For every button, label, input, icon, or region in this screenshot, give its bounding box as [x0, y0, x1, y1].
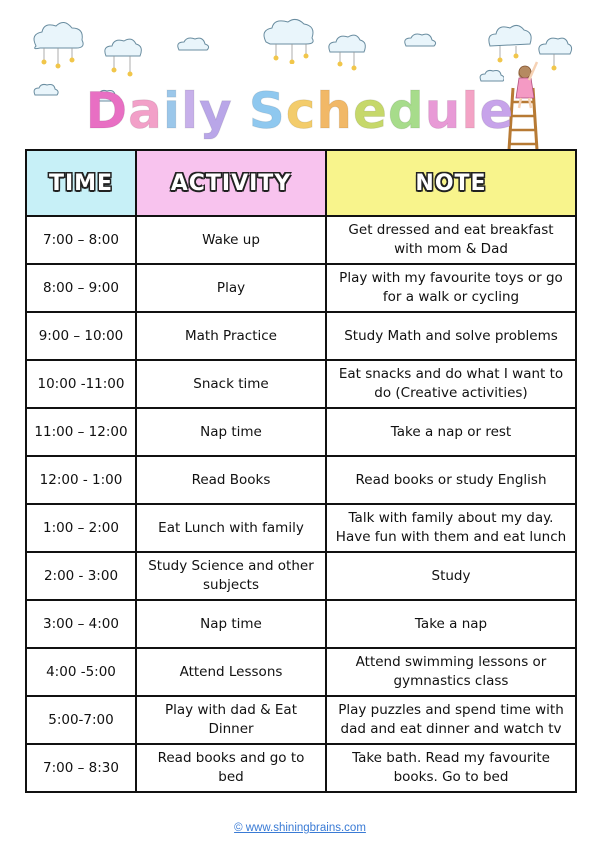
- cell-time: 7:00 – 8:00: [26, 216, 136, 264]
- title-letter: y: [199, 82, 233, 140]
- title-letter: e: [479, 82, 515, 140]
- title-letter: d: [387, 82, 425, 140]
- table-row: [26, 408, 576, 456]
- cell-activity: Play with dad & Eat Dinner: [136, 696, 326, 744]
- header-decoration: [0, 0, 600, 150]
- table-row: [26, 216, 576, 264]
- table-row: [26, 648, 576, 696]
- cell-note: Study: [326, 552, 576, 600]
- table-row: [26, 600, 576, 648]
- cell-activity: Eat Lunch with family: [136, 504, 326, 552]
- title-letter: l: [181, 82, 200, 140]
- table-header-row: [26, 150, 576, 216]
- cell-activity: Nap time: [136, 600, 326, 648]
- header-note: NOTE: [326, 150, 576, 216]
- page-title: [0, 78, 600, 144]
- cell-time: 2:00 - 3:00: [26, 552, 136, 600]
- cloud-icon: [402, 30, 438, 50]
- cell-time: 9:00 – 10:00: [26, 312, 136, 360]
- title-letter: u: [424, 82, 462, 140]
- cell-activity: Math Practice: [136, 312, 326, 360]
- cloud-icon: [258, 16, 318, 64]
- cell-note: Eat snacks and do what I want to do (Creative activities): [326, 360, 576, 408]
- cell-time: 1:00 – 2:00: [26, 504, 136, 552]
- cell-note: Take a nap or rest: [326, 408, 576, 456]
- table-row: [26, 552, 576, 600]
- cell-time: 5:00-7:00: [26, 696, 136, 744]
- cell-activity: Study Science and other subjects: [136, 552, 326, 600]
- table-row: [26, 696, 576, 744]
- cloud-icon: [175, 34, 211, 54]
- cell-time: 7:00 – 8:30: [26, 744, 136, 792]
- table-row: [26, 504, 576, 552]
- cell-time: 10:00 -11:00: [26, 360, 136, 408]
- cell-note: Take bath. Read my favourite books. Go to bed: [326, 744, 576, 792]
- cell-activity: Nap time: [136, 408, 326, 456]
- cell-note: Play puzzles and spend time with dad and eat dinner and watch tv: [326, 696, 576, 744]
- title-letter: D: [85, 82, 129, 140]
- cloud-icon: [28, 18, 88, 70]
- cell-note: Talk with family about my day. Have fun with them and eat lunch: [326, 504, 576, 552]
- title-letter: c: [285, 82, 317, 140]
- cell-time: 4:00 -5:00: [26, 648, 136, 696]
- cell-note: Study Math and solve problems: [326, 312, 576, 360]
- header-activity: ACTIVITY: [136, 150, 326, 216]
- title-letter: i: [162, 82, 181, 140]
- cell-note: Read books or study English: [326, 456, 576, 504]
- cell-activity: Attend Lessons: [136, 648, 326, 696]
- title-letter: e: [353, 82, 388, 140]
- cell-time: 3:00 – 4:00: [26, 600, 136, 648]
- cell-activity: Snack time: [136, 360, 326, 408]
- table-row: [26, 264, 576, 312]
- cell-note: Get dressed and eat breakfast with mom & Dad: [326, 216, 576, 264]
- title-letter: h: [316, 82, 353, 140]
- cell-activity: Wake up: [136, 216, 326, 264]
- title-letter: l: [461, 82, 480, 140]
- table-row: [26, 456, 576, 504]
- table-row: [26, 360, 576, 408]
- title-letter: S: [248, 82, 286, 140]
- cell-activity: Read Books: [136, 456, 326, 504]
- cell-activity: Play: [136, 264, 326, 312]
- header-time: TIME: [26, 150, 136, 216]
- cell-time: 11:00 – 12:00: [26, 408, 136, 456]
- table-row: [26, 744, 576, 792]
- cloud-icon: [326, 30, 368, 72]
- cell-time: 12:00 - 1:00: [26, 456, 136, 504]
- cloud-icon: [100, 34, 146, 78]
- title-letter: a: [128, 82, 163, 140]
- schedule-table: [25, 149, 577, 793]
- cell-note: Attend swimming lessons or gymnastics class: [326, 648, 576, 696]
- footer-link[interactable]: © www.shiningbrains.com: [234, 822, 366, 834]
- table-row: [26, 312, 576, 360]
- cell-activity: Read books and go to bed: [136, 744, 326, 792]
- cell-note: Play with my favourite toys or go for a walk or cycling: [326, 264, 576, 312]
- cell-time: 8:00 – 9:00: [26, 264, 136, 312]
- cell-note: Take a nap: [326, 600, 576, 648]
